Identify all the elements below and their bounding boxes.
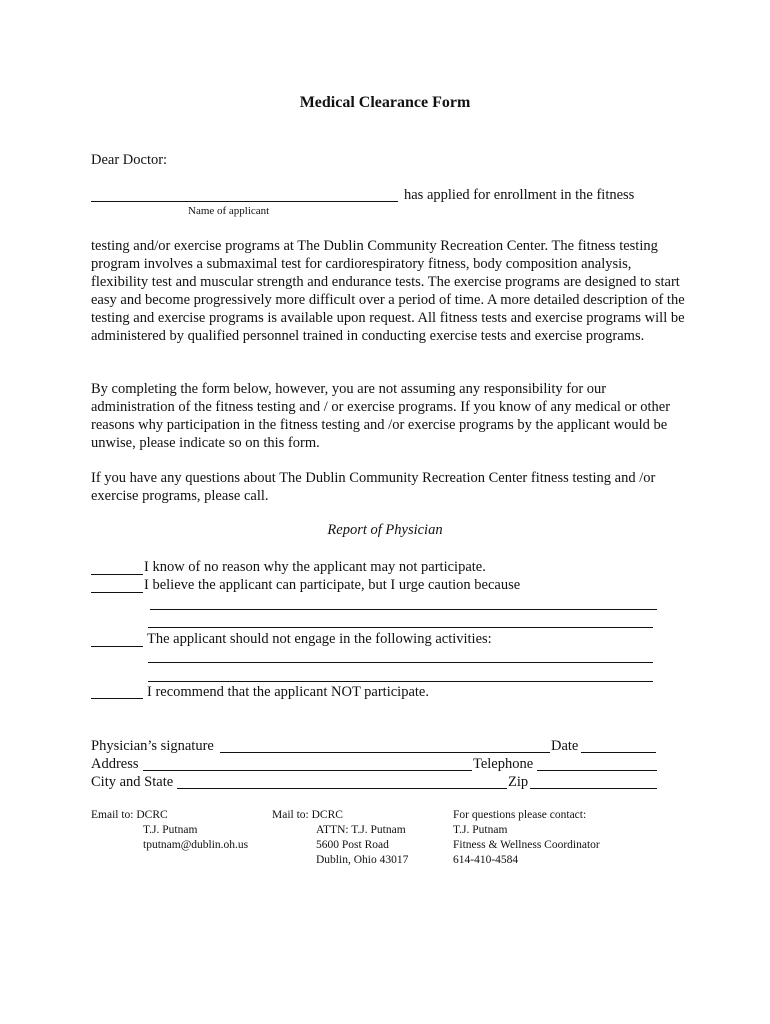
footer-mail-street: 5600 Post Road [316, 839, 389, 851]
caution-reason-line-1[interactable] [150, 609, 657, 610]
footer-email-address[interactable]: tputnam@dublin.oh.us [143, 839, 249, 851]
footer-email-heading: Email to: DCRC [91, 809, 168, 821]
footer-contact-heading: For questions please contact: [453, 809, 587, 821]
signature-field[interactable] [220, 752, 550, 753]
caution-reason-line-2[interactable] [148, 627, 653, 628]
footer-mail-city: Dublin, Ohio 43017 [316, 854, 409, 866]
option-no-reason-blank[interactable] [91, 574, 143, 575]
option-restrict-text: The applicant should not engage in the following activities: [147, 631, 492, 647]
activities-line-2[interactable] [148, 681, 653, 682]
footer-contact-title: Fitness & Wellness Coordinator [453, 839, 600, 851]
date-field[interactable] [581, 752, 656, 753]
paragraph-description: testing and/or exercise programs at The Dublin Community Recreation Center. The fitness testing program involves a submaximal test for cardiorespiratory fitness, body composition analysis, flexibility test and muscular strength and endurance tests. The exercise programs are designed to start easy and become progressively more difficult over a period of time. A more detailed description of the testing and exercise programs is available upon request. All fitness tests and exercise programs will be administered by qualified personnel trained in conducting exercise tests and exercise programs. [91, 238, 685, 344]
report-heading: Report of Physician [327, 522, 443, 538]
form-title: Medical Clearance Form [299, 94, 471, 111]
signature-label: Physician’s signature [91, 738, 214, 754]
zip-label: Zip [508, 774, 529, 790]
footer-contact-phone: 614-410-4584 [453, 854, 519, 866]
activities-line-1[interactable] [148, 662, 653, 663]
applicant-name-field[interactable] [91, 201, 398, 202]
telephone-field[interactable] [537, 770, 657, 771]
option-caution-text: I believe the applicant can participate, but I urge caution because [144, 577, 521, 593]
option-restrict-blank[interactable] [91, 646, 143, 647]
salutation: Dear Doctor: [91, 152, 168, 168]
footer-contact-name: T.J. Putnam [453, 824, 508, 836]
footer-mail-attn: ATTN: T.J. Putnam [316, 824, 406, 836]
option-not-participate-text: I recommend that the applicant NOT participate. [147, 684, 429, 700]
city-state-label: City and State [91, 774, 174, 790]
option-not-participate-blank[interactable] [91, 698, 143, 699]
zip-field[interactable] [530, 788, 657, 789]
footer-email-name: T.J. Putnam [143, 824, 198, 836]
paragraph-responsibility: By completing the form below, however, you are not assuming any responsibility for our administration of the fitness testing and / or exercise programs. If you know of any medical or other reasons why participation in the fitness testing and /or exercise programs by the applicant would be unwise, please indicate so on this form. [91, 381, 671, 451]
city-state-field[interactable] [177, 788, 507, 789]
telephone-label: Telephone [473, 756, 534, 772]
applicant-name-caption: Name of applicant [188, 205, 270, 217]
paragraph-questions: If you have any questions about The Dublin Community Recreation Center fitness testing and /or exercise programs, please call. [91, 470, 656, 504]
applicant-line-text: has applied for enrollment in the fitness [404, 187, 635, 203]
date-label: Date [551, 738, 579, 754]
address-field[interactable] [143, 770, 472, 771]
footer-mail-heading: Mail to: DCRC [272, 809, 343, 821]
address-label: Address [91, 756, 139, 772]
option-caution-blank[interactable] [91, 592, 143, 593]
option-no-reason-text: I know of no reason why the applicant may not participate. [144, 559, 486, 575]
